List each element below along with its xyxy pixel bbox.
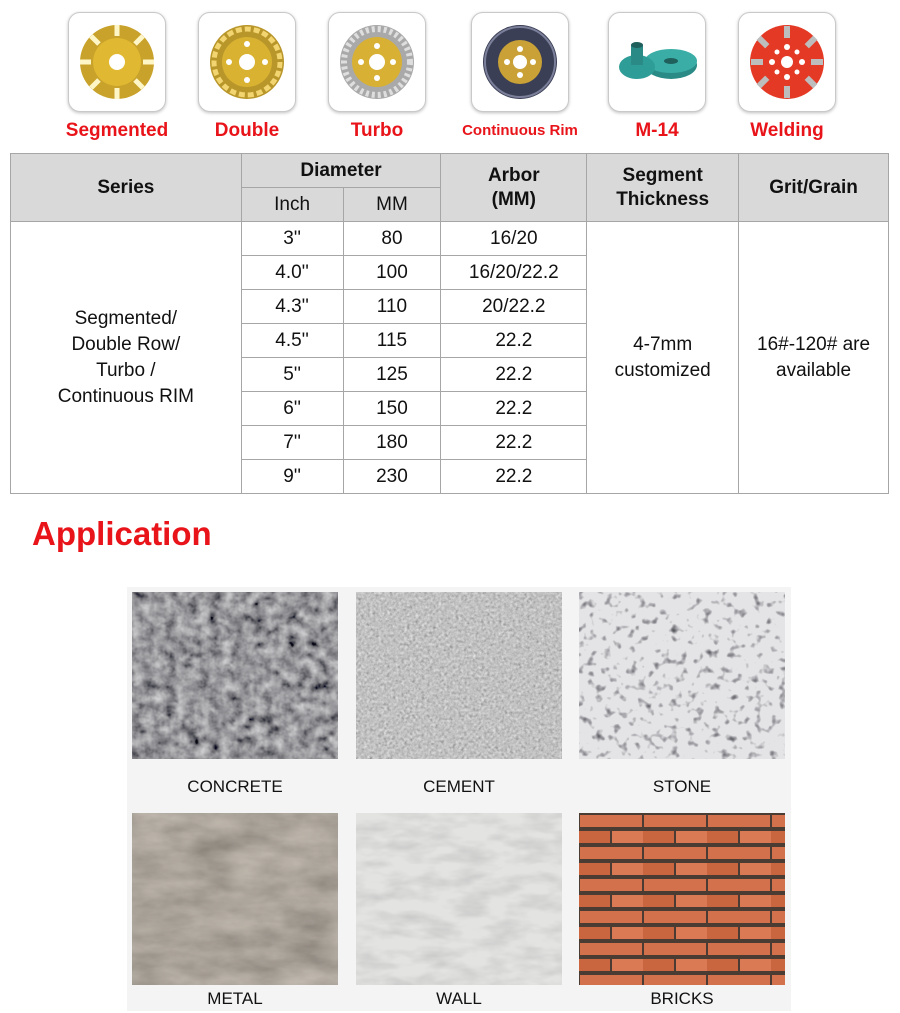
cell-inch: 4.3'' bbox=[241, 290, 343, 324]
header-arbor-line1: Arbor bbox=[487, 164, 540, 186]
header-mm: MM bbox=[343, 188, 441, 222]
bricks-image bbox=[579, 813, 785, 985]
product-label: Segmented bbox=[65, 120, 169, 141]
material-label: BRICKS bbox=[650, 989, 714, 1008]
material-label: WALL bbox=[436, 989, 482, 1008]
header-diameter: Diameter bbox=[241, 154, 441, 188]
header-segment-line1: Segment bbox=[622, 164, 703, 186]
product-welding[interactable] bbox=[722, 12, 852, 142]
cell-mm: 80 bbox=[343, 222, 441, 256]
product-row bbox=[0, 0, 900, 150]
application-grid bbox=[127, 587, 791, 1011]
header-arbor-line2: (MM) bbox=[491, 188, 536, 210]
product-segmented[interactable] bbox=[52, 12, 182, 142]
continuous-rim-cup-wheel-icon bbox=[471, 12, 569, 112]
cell-arbor: 22.2 bbox=[441, 426, 587, 460]
application-title: Application bbox=[32, 515, 212, 552]
product-label: Turbo bbox=[350, 120, 404, 141]
grit-cell bbox=[739, 222, 889, 494]
cement-image bbox=[356, 592, 562, 759]
cell-inch: 7'' bbox=[241, 426, 343, 460]
series-line: Double Row/ bbox=[71, 333, 181, 355]
cell-arbor: 22.2 bbox=[441, 358, 587, 392]
header-arbor bbox=[441, 154, 587, 222]
product-continuous-rim[interactable] bbox=[455, 12, 585, 139]
cell-mm: 100 bbox=[343, 256, 441, 290]
material-label: CEMENT bbox=[423, 777, 495, 796]
cell-arbor: 22.2 bbox=[441, 324, 587, 358]
cell-inch: 3'' bbox=[241, 222, 343, 256]
product-double[interactable] bbox=[182, 12, 312, 142]
metal-image bbox=[132, 813, 338, 985]
series-line: Segmented/ bbox=[74, 307, 178, 329]
cell-arbor: 22.2 bbox=[441, 392, 587, 426]
header-segment-thickness bbox=[587, 154, 739, 222]
stone-image bbox=[579, 592, 785, 759]
m14-cup-wheel-icon bbox=[608, 12, 706, 112]
grit-line: available bbox=[776, 359, 852, 381]
cell-arbor: 22.2 bbox=[441, 460, 587, 494]
segment-line: customized bbox=[614, 359, 711, 381]
wall-image bbox=[356, 813, 562, 985]
series-line: Continuous RIM bbox=[57, 385, 194, 407]
segmented-cup-wheel-icon bbox=[68, 12, 166, 112]
segment-thickness-cell bbox=[587, 222, 739, 494]
cell-mm: 115 bbox=[343, 324, 441, 358]
material-label: CONCRETE bbox=[187, 777, 283, 796]
turbo-cup-wheel-icon bbox=[328, 12, 426, 112]
concrete-image bbox=[132, 592, 338, 759]
material-label: STONE bbox=[652, 777, 712, 796]
spec-table bbox=[10, 153, 889, 494]
product-label: Continuous Rim bbox=[462, 122, 578, 139]
cell-mm: 230 bbox=[343, 460, 441, 494]
cell-arbor: 20/22.2 bbox=[441, 290, 587, 324]
cell-inch: 5'' bbox=[241, 358, 343, 392]
product-m14[interactable] bbox=[592, 12, 722, 142]
cell-mm: 150 bbox=[343, 392, 441, 426]
table-row bbox=[11, 222, 889, 256]
series-line: Turbo / bbox=[96, 359, 156, 381]
series-cell bbox=[11, 222, 242, 494]
cell-inch: 4.5'' bbox=[241, 324, 343, 358]
welding-cup-wheel-icon bbox=[738, 12, 836, 112]
cell-arbor: 16/20/22.2 bbox=[441, 256, 587, 290]
segment-line: 4-7mm bbox=[633, 333, 693, 355]
double-row-cup-wheel-icon bbox=[198, 12, 296, 112]
cell-mm: 180 bbox=[343, 426, 441, 460]
product-label: Welding bbox=[750, 120, 824, 141]
header-series: Series bbox=[11, 154, 242, 222]
cell-inch: 6'' bbox=[241, 392, 343, 426]
grit-line: 16#-120# are bbox=[757, 333, 871, 355]
cell-arbor: 16/20 bbox=[441, 222, 587, 256]
header-inch: Inch bbox=[241, 188, 343, 222]
product-label: M-14 bbox=[635, 120, 679, 141]
header-segment-line2: Thickness bbox=[616, 188, 710, 210]
cell-mm: 110 bbox=[343, 290, 441, 324]
product-turbo[interactable] bbox=[312, 12, 442, 142]
header-grit: Grit/Grain bbox=[739, 154, 889, 222]
cell-inch: 9'' bbox=[241, 460, 343, 494]
cell-mm: 125 bbox=[343, 358, 441, 392]
cell-inch: 4.0'' bbox=[241, 256, 343, 290]
material-label: METAL bbox=[207, 989, 263, 1008]
product-label: Double bbox=[214, 120, 280, 141]
